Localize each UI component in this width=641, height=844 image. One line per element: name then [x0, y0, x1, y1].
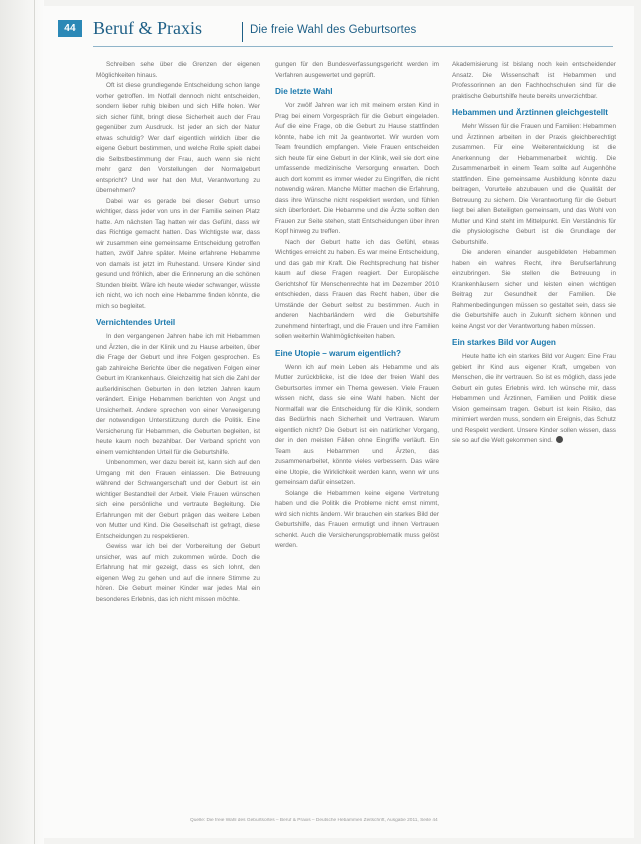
end-of-article-icon — [556, 436, 563, 443]
body-paragraph: Dabei war es gerade bei dieser Geburt umso wichtiger, dass jeder von uns in der Familie seinen Platz hatte. Am nächsten Tag hatten wir das Gefühl, dass wir das Richtige gemacht hatten. Das Wichtigste war, dass wir zusammen eine gemeinsame Entscheidung getroffen hatten, zwölf Jahre später. Meine erfahrene Hebamme von damals ist jetzt im Ruhestand. Unsere Kinder sind gesund und fröhlich, aber die Erinnerung an die schönen Stunden bleibt. Wäre ich heute wieder schwanger, wüsste ich nicht, wo ich noch eine Hebamme finden könnte, die mich so begleitet. — [96, 197, 260, 310]
article-title: Die freie Wahl des Geburtsortes — [250, 24, 417, 36]
spine-divider — [34, 0, 35, 844]
body-paragraph: Oft ist diese grundlegende Entscheidung schon lange vorher getroffen. Im Notfall dennoch nicht entscheiden, sondern lieber ruhig bleiben und sich Hilfe holen. Wer sich sicher fühlt, bringt diese Sicherheit auch der Frau gegenüber zum Ausdruck. Ist jeder an sich der Natur etwas schuldig? Wer darf eigentlich wirklich über die eigene Geburt bestimmen, und welche Rolle spielt dabei die Selbstbestimmung der Frau, auch wenn sie nicht mehr ganz den Vorstellungen der Normalgeburt entspricht? Und wer hat den Mut, Verantwortung zu übernehmen? — [96, 82, 260, 194]
subheading: Hebammen und Ärztinnen gleichgestellt — [452, 108, 609, 117]
body-paragraph: Schreiben sehe über die Grenzen der eigenen Möglichkeiten hinaus. — [96, 61, 260, 79]
subheading: Eine Utopie – warum eigentlich? — [275, 348, 402, 358]
body-paragraph: Mehr Wissen für die Frauen und Familien: Hebammen und Ärztinnen arbeiten in der Praxis gleichberechtigt zusammen. Für eine Weiterentwicklung ist die Anerkennung der Hebammenarbeit wichtig. Die Zusammenarbeit in einem Team sollte auf Augenhöhe stattfinden. Eine gemeinsame Ausbildung könnte dazu beitragen, Vorurteile abzubauen und die Qualität der Betreuung zu sichern. Die Verantwortung für die Geburt liegt bei allen Beteiligten gemeinsam, und das Wohl von Mutter und Kind steht im Mittelpunkt. Ein Verständnis für die physiologische Geburt ist die Grundlage der Geburtshilfe. — [452, 123, 616, 246]
body-paragraph: Wenn ich auf mein Leben als Hebamme und als Mutter zurückblicke, ist die Idee der freien Wahl des Geburtsortes immer ein Thema gewesen. Viele Frauen wissen nicht, dass sie eine Wahl haben. Nicht der Normalfall war die Entscheidung für die Klinik, sondern das Bedürfnis nach Sicherheit und Vertrauen. Warum eigentlich nicht? Die Geburt ist ein natürlicher Vorgang, der in den meisten Fällen ohne Eingriffe verläuft. Ein Team aus Hebammen und Ärzten, das zusammenarbeitet, könnte vieles verbessern. Das wäre eine Utopie, die Wirklichkeit werden kann, wenn wir uns gemeinsam dafür einsetzen. — [275, 363, 439, 486]
section-title: Beruf & Praxis — [93, 18, 202, 38]
page-footer: Quelle: Die freie Wahl des Geburtsortes – Beruf & Praxis – Deutsche Hebammen Zeitschrift, Ausgabe 2011, Seite 44 — [190, 818, 438, 823]
body-paragraph: Nach der Geburt hatte ich das Gefühl, etwas Wichtiges erreicht zu haben. Es war meine Entscheidung, und das gab mir Kraft. Die Rechtsprechung hat bisher kaum auf diese Fragen reagiert. Der Europäische Gerichtshof für Menschenrechte hat im Dezember 2010 entschieden, dass Frauen das Recht haben, über die Umstände der Geburt selbst zu bestimmen. Auch in anderen Nachbarländern wird die Geburtshilfe zunehmend hinterfragt, und die Frauen und ihre Familien sollen weiterhin Wahlmöglichkeiten haben. — [275, 238, 439, 340]
header-separator — [242, 22, 243, 42]
book-spine-shadow — [0, 0, 44, 844]
body-paragraph: Vor zwölf Jahren war ich mit meinem ersten Kind in Prag bei einem Vorgespräch für die Geburt eingeladen. Auf die eine Frage, ob die Geburt zu Hause stattfinden könnte, habe ich mit Ja geantwortet. Wir wurden vom Team freundlich empfangen. Viele Frauen entscheiden sich heute für eine Geburt in der Klinik, weil sie dort eine umfassende medizinische Versorgung erwarten. Doch auch dort kommt es immer wieder zu Eingriffen, die nicht notwendig wären. Manche Mütter machen die Erfahrung, dass ihre Wünsche nicht respektiert werden, und fühlen sich überfordert. Die Hebamme und die Ärzte sollten den Frauen zur Seite stehen, statt Entscheidungen über ihren Kopf hinweg zu treffen. — [275, 102, 439, 235]
text-column-2 — [275, 60, 439, 552]
body-paragraph: Akademisierung ist bislang noch kein entscheidender Ansatz. Die Wissenschaft ist Hebammen und Professorinnen an den Fachhochschulen sind für die praktische Geburtshilfe heute bereits unverzichtbar. — [452, 61, 616, 100]
body-paragraph: Solange die Hebammen keine eigene Vertretung haben und die Politik die Probleme nicht ernst nimmt, wird sich nichts ändern. Wir brauchen ein starkes Bild der Geburtshilfe, das Frauen ermutigt und ihnen Vertrauen schenkt. Auch die Versicherungsproblematik muss gelöst werden. — [275, 489, 439, 549]
page-number-badge: 44 — [58, 20, 82, 37]
body-paragraph: Unbenommen, wer dazu bereit ist, kann sich auf den Umgang mit den Frauen einlassen. Die Betreuung während der Schwangerschaft und der Geburt ist ein wichtiger Bestandteil der Arbeit. Viele Frauen wünschen sich eine persönliche und vertraute Begleitung. Die Erfahrungen mit der Geburt prägen das weitere Leben von Mutter und Kind. Die Gesellschaft ist gefragt, diese Entscheidungen zu respektieren. — [96, 459, 260, 540]
body-paragraph: In den vergangenen Jahren habe ich mit Hebammen und Ärzten, die in der Klinik und zu Hause arbeiten, über die Frage der Geburt und ihre Folgen gesprochen. Es gab zahlreiche Berichte über die negativen Folgen einer Geburt im Krankenhaus. Gleichzeitig hat sich die Zahl der außerklinischen Geburten in den letzten Jahren kaum verändert. Einige Hebammen berichten von Angst und Unsicherheit. Andere sprechen von einer Verweigerung der notwendigen Unterstützung durch die Politik. Eine Versicherung für Hebammen, die Geburten begleiten, ist heute kaum noch bezahlbar. Der Verband spricht von einem vernichtenden Urteil für die Geburtshilfe. — [96, 333, 260, 456]
subheading: Die letzte Wahl — [275, 87, 333, 96]
text-column-3 — [452, 60, 616, 447]
subheading: Vernichtendes Urteil — [96, 318, 176, 327]
body-paragraph: Heute hatte ich ein starkes Bild vor Augen: Eine Frau gebiert ihr Kind aus eigener Kraft, umgeben von Menschen, die ihr vertrauen. So ist es möglich, dass jede Geburt ein gutes Erlebnis wird. Ich wünsche mir, dass Hebammen und Ärztinnen, Familien und Politik diese Vision gemeinsam tragen. Geburt ist kein Risiko, das minimiert werden muss, sondern ein Ereignis, das Schutz und Respekt verdient. Unsere Kinder sollen wissen, dass sie so auf die Welt gekommen sind. — [452, 353, 616, 444]
body-paragraph: gungen für den Bundesverfassungsgericht werden im Verfahren ausgewertet und geprüft. — [275, 61, 439, 79]
body-paragraph: Gewiss war ich bei der Vorbereitung der Geburt unsicher, was auf mich zukommen würde. Doch die Erfahrung hat mir gezeigt, dass es sich lohnt, den eigenen Weg zu gehen und auf die innere Stimme zu hören. Die Geburt meiner Kinder war jedes Mal ein besonderes Erlebnis, das ich nicht missen möchte. — [96, 543, 260, 603]
body-paragraph: Die anderen einander ausgebildeten Hebammen haben ein wahres Recht, ihre Berufserfahrung einzubringen. Sie stellen die Betreuung in Krankenhäusern sicher und leisten einen wichtigen Beitrag zur Gesundheit der Familien. Die Rahmenbedingungen müssen so gestaltet sein, dass sie die Geburtshilfe auch in Zukunft sichern können und keine Angst vor der Verantwortung haben müssen. — [452, 249, 616, 330]
header-rule — [93, 46, 613, 47]
text-column-1 — [96, 60, 260, 605]
subheading: Ein starkes Bild vor Augen — [452, 338, 556, 347]
